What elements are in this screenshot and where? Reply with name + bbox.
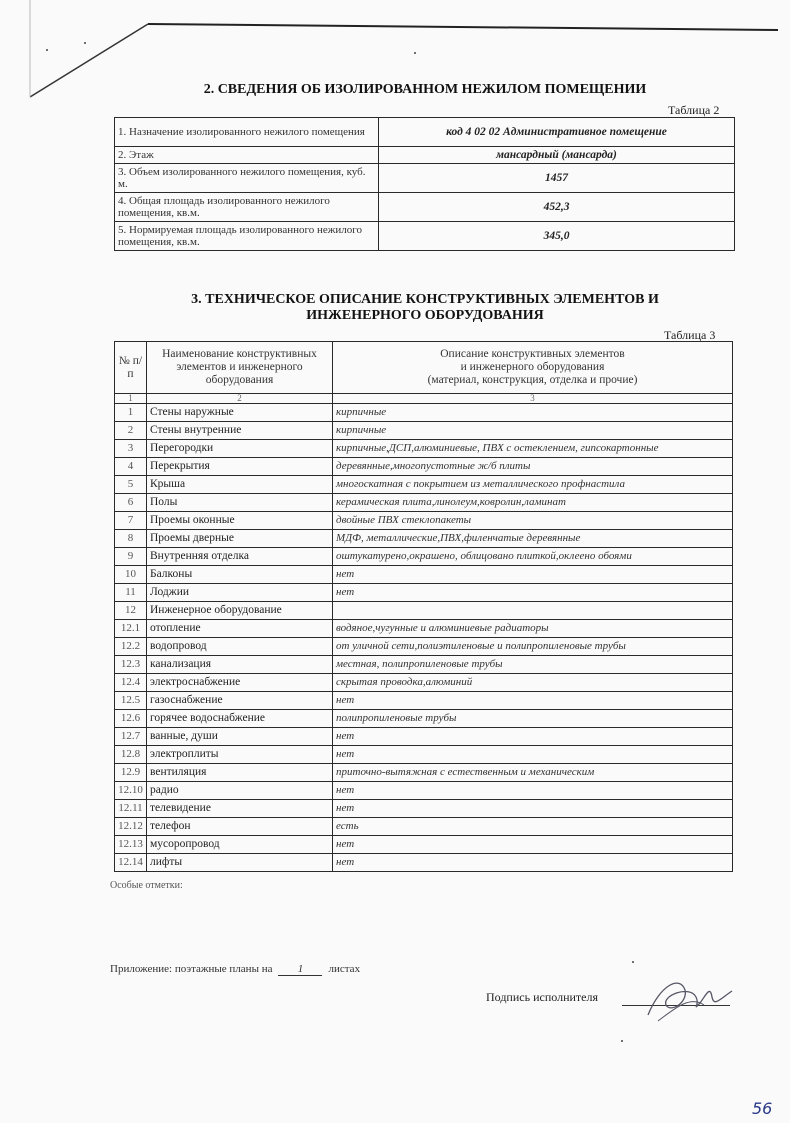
- row-name: газоснабжение: [147, 692, 333, 710]
- table-row: [115, 620, 733, 638]
- row-desc: кирпичные: [333, 404, 733, 422]
- header-desc-line: (материал, конструкция, отделка и прочие): [427, 374, 638, 386]
- row-name: лифты: [147, 854, 333, 872]
- row-num: 7: [115, 512, 147, 530]
- row-num: 12.8: [115, 746, 147, 764]
- table-row: [115, 440, 733, 458]
- row-name: Перекрытия: [147, 458, 333, 476]
- row-desc: нет: [333, 584, 733, 602]
- table-row: [115, 638, 733, 656]
- table-row: [115, 118, 735, 147]
- row-name: отопление: [147, 620, 333, 638]
- row-name: Внутренняя отделка: [147, 548, 333, 566]
- row-desc: местная, полипропиленовые трубы: [333, 656, 733, 674]
- row-label: 5. Нормируемая площадь изолированного нежилого помещения, кв.м.: [115, 222, 379, 251]
- table-row: [115, 566, 733, 584]
- row-name: Балконы: [147, 566, 333, 584]
- table-row: [115, 656, 733, 674]
- row-desc: многоскатная с покрытием из металлического профнастила: [333, 476, 733, 494]
- row-name: телевидение: [147, 800, 333, 818]
- row-name: горячее водоснабжение: [147, 710, 333, 728]
- table-row: [115, 854, 733, 872]
- section3-title-line1: 3. ТЕХНИЧЕСКОЕ ОПИСАНИЕ КОНСТРУКТИВНЫХ ЭЛЕМЕНТОВ И: [191, 292, 659, 307]
- row-num: 1: [115, 404, 147, 422]
- header-desc-line: Описание конструктивных элементов: [440, 348, 625, 360]
- row-num: 3: [115, 440, 147, 458]
- table-row: [115, 222, 735, 251]
- table-row: [115, 548, 733, 566]
- table-row: [115, 710, 733, 728]
- row-name: Полы: [147, 494, 333, 512]
- row-num: 12.14: [115, 854, 147, 872]
- row-label: 1. Назначение изолированного нежилого помещения: [115, 118, 379, 147]
- row-value: 452,3: [379, 193, 735, 222]
- special-notes-label: Особые отметки:: [110, 880, 183, 891]
- handwritten-signature: [640, 975, 740, 1025]
- table3: [114, 341, 733, 872]
- row-desc: деревянные,многопустотные ж/б плиты: [333, 458, 733, 476]
- table-row: [115, 494, 733, 512]
- scan-dot: [84, 42, 86, 44]
- table-row: [115, 584, 733, 602]
- row-num: 12.10: [115, 782, 147, 800]
- appendix-line: [110, 963, 360, 976]
- row-label: 3. Объем изолированного нежилого помещения, куб. м.: [115, 164, 379, 193]
- row-desc: от уличной сети,полиэтиленовые и полипропиленовые трубы: [333, 638, 733, 656]
- table-row: [115, 476, 733, 494]
- signature-label: Подпись исполнителя: [486, 990, 598, 1004]
- section2-title: 2. СВЕДЕНИЯ ОБ ИЗОЛИРОВАННОМ НЕЖИЛОМ ПОМЕЩЕНИИ: [203, 82, 647, 97]
- column-number: 1: [115, 394, 147, 404]
- row-desc: двойные ПВХ стеклопакеты: [333, 512, 733, 530]
- row-desc: кирпичные,ДСП,алюминиевые, ПВХ с остеклением, гипсокартонные: [333, 440, 733, 458]
- row-desc: МДФ, металлические,ПВХ,филенчатые деревянные: [333, 530, 733, 548]
- row-name: Проемы дверные: [147, 530, 333, 548]
- page-number: [750, 1098, 780, 1118]
- row-num: 12.4: [115, 674, 147, 692]
- page-number-text: 56: [752, 1099, 773, 1118]
- row-desc: нет: [333, 566, 733, 584]
- row-num: 9: [115, 548, 147, 566]
- row-num: 4: [115, 458, 147, 476]
- row-num: 12.1: [115, 620, 147, 638]
- row-name: электроснабжение: [147, 674, 333, 692]
- row-label: 4. Общая площадь изолированного нежилого помещения, кв.м.: [115, 193, 379, 222]
- row-desc: нет: [333, 782, 733, 800]
- row-desc: нет: [333, 692, 733, 710]
- row-desc: керамическая плита,линолеум,ковролин,ламинат: [333, 494, 733, 512]
- row-num: 2: [115, 422, 147, 440]
- table-row: [115, 818, 733, 836]
- row-num: 12: [115, 602, 147, 620]
- table-row: [115, 836, 733, 854]
- row-value: 345,0: [379, 222, 735, 251]
- table2: [114, 117, 735, 251]
- header-desc-line: и инженерного оборудования: [460, 361, 605, 373]
- row-num: 12.11: [115, 800, 147, 818]
- row-desc: нет: [333, 728, 733, 746]
- row-label: 2. Этаж: [115, 147, 379, 164]
- table-row: [115, 764, 733, 782]
- row-num: 12.5: [115, 692, 147, 710]
- row-num: 6: [115, 494, 147, 512]
- row-desc: есть: [333, 818, 733, 836]
- row-name: Проемы оконные: [147, 512, 333, 530]
- scan-dot: [621, 1040, 623, 1042]
- scan-dot: [632, 961, 634, 963]
- row-num: 5: [115, 476, 147, 494]
- row-name: Стены наружные: [147, 404, 333, 422]
- row-num: 11: [115, 584, 147, 602]
- row-name: канализация: [147, 656, 333, 674]
- row-num: 12.7: [115, 728, 147, 746]
- table-row: [115, 458, 733, 476]
- header-num: № п/п: [115, 342, 147, 394]
- table-row: [115, 422, 733, 440]
- table-row: [115, 692, 733, 710]
- table-row: [115, 602, 733, 620]
- row-num: 12.12: [115, 818, 147, 836]
- row-desc: нет: [333, 800, 733, 818]
- table-row: [115, 404, 733, 422]
- row-name: ванные, души: [147, 728, 333, 746]
- row-value: мансардный (мансарда): [379, 147, 735, 164]
- row-name: вентиляция: [147, 764, 333, 782]
- table-row: [115, 800, 733, 818]
- table-header-row: [115, 342, 733, 394]
- table-row: [115, 746, 733, 764]
- table-row: [115, 512, 733, 530]
- row-num: 10: [115, 566, 147, 584]
- section3-title-line2: ИНЖЕНЕРНОГО ОБОРУДОВАНИЯ: [306, 308, 544, 323]
- row-name: электроплиты: [147, 746, 333, 764]
- row-num: 12.3: [115, 656, 147, 674]
- row-name: радио: [147, 782, 333, 800]
- table-row: [115, 193, 735, 222]
- row-num: 12.6: [115, 710, 147, 728]
- row-name: Инженерное оборудование: [147, 602, 333, 620]
- table-row: [115, 164, 735, 193]
- row-name: Крыша: [147, 476, 333, 494]
- row-desc: приточно-вытяжная с естественным и механическим: [333, 764, 733, 782]
- column-number: 2: [147, 394, 333, 404]
- row-desc: [333, 602, 733, 620]
- row-name: Стены внутренние: [147, 422, 333, 440]
- table-row: [115, 728, 733, 746]
- appendix-count: 1: [278, 963, 322, 976]
- column-number: 3: [333, 394, 733, 404]
- table3-caption: Таблица 3: [664, 328, 716, 342]
- row-name: мусоропровод: [147, 836, 333, 854]
- row-name: Лоджии: [147, 584, 333, 602]
- row-num: 12.2: [115, 638, 147, 656]
- section3-title: [110, 292, 740, 324]
- row-value: 1457: [379, 164, 735, 193]
- row-desc: полипропиленовые трубы: [333, 710, 733, 728]
- table2-caption: Таблица 2: [668, 103, 720, 117]
- row-desc: водяное,чугунные и алюминиевые радиаторы: [333, 620, 733, 638]
- table-row: [115, 782, 733, 800]
- row-desc: нет: [333, 854, 733, 872]
- row-desc: нет: [333, 836, 733, 854]
- row-name: Перегородки: [147, 440, 333, 458]
- row-num: 8: [115, 530, 147, 548]
- table-row: [115, 147, 735, 164]
- header-name: Наименование конструктивных элементов и инженерного оборудования: [147, 342, 333, 394]
- row-desc: нет: [333, 746, 733, 764]
- appendix-prefix: Приложение: поэтажные планы на: [110, 963, 273, 975]
- scan-dot: [414, 52, 416, 54]
- row-desc: скрытая проводка,алюминий: [333, 674, 733, 692]
- row-num: 12.9: [115, 764, 147, 782]
- row-desc: оштукатурено,окрашено, облицовано плиткой,оклеено обоями: [333, 548, 733, 566]
- column-number-row: [115, 394, 733, 404]
- scan-dot: [46, 49, 48, 51]
- row-name: водопровод: [147, 638, 333, 656]
- table-row: [115, 674, 733, 692]
- row-desc: кирпичные: [333, 422, 733, 440]
- appendix-suffix: листах: [328, 963, 361, 975]
- table-row: [115, 530, 733, 548]
- row-num: 12.13: [115, 836, 147, 854]
- header-desc: [333, 342, 733, 394]
- row-value: код 4 02 02 Административное помещение: [379, 118, 735, 147]
- row-name: телефон: [147, 818, 333, 836]
